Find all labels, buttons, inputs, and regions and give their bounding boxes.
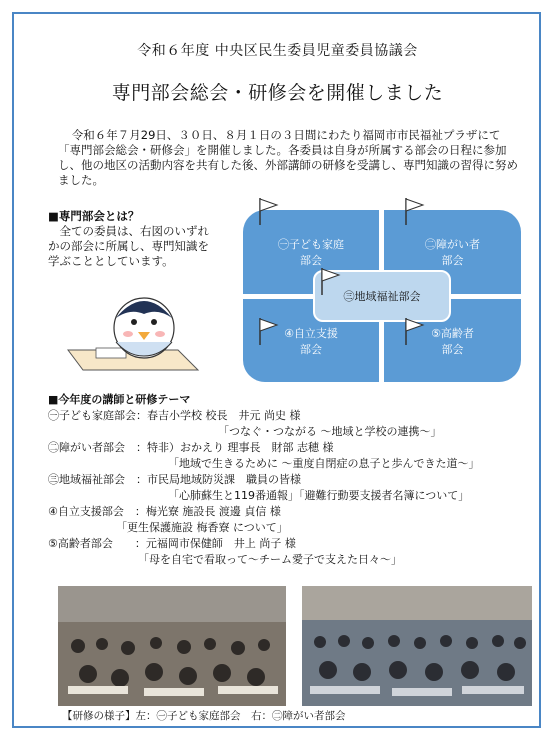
theme-sub-4: 「更生保護施設 梅香寮 について」 — [116, 521, 288, 534]
theme-row-2: ㊁障がい者部会 ：特非）おかえり 理事長 財部 志穂 様 — [48, 441, 334, 454]
photo-left — [58, 586, 286, 706]
theme-sub-1: 「つなぐ・つながる ～地域と学校の連携～」 — [218, 425, 442, 438]
quadrant-elderly-label: ⑤高齢者 — [431, 326, 474, 340]
pre-title: 令和６年度 中央区民生委員児童委員協議会 — [137, 43, 418, 59]
theme-row-4: ④自立支援部会 ：梅光寮 施設長 渡邊 貞信 様 — [48, 505, 281, 518]
themes-section — [48, 392, 518, 568]
theme-row-3: ㊂地域福祉部会 ：市民局地域防災課 職員の皆様 — [48, 473, 301, 486]
theme-row-1: ㊀子ども家庭部会：春吉小学校 校長 井元 尚史 様 — [48, 409, 301, 422]
flag-icon — [403, 316, 425, 346]
quadrant-independence-sub: 部会 — [300, 342, 322, 356]
photo-right — [302, 586, 532, 706]
flag-icon — [319, 266, 341, 296]
mascot-illustration — [58, 278, 208, 378]
committee-diagram — [243, 210, 521, 382]
quadrant-elderly-sub: 部会 — [441, 342, 464, 356]
theme-sub-5: 「母を自宅で看取って～チーム愛子で支えた日々～」 — [138, 553, 402, 566]
page-title: 専門部会総会・研修会を開催しました — [111, 82, 444, 104]
quadrant-disability-sub: 部会 — [441, 254, 464, 267]
quadrant-child-family-sub: 部会 — [300, 254, 322, 267]
theme-sub-2: 「地域で生きるために ～重度自閉症の息子と歩んできた道～」 — [168, 457, 480, 470]
intro-paragraph: 令和６年７月29日、３０日、８月１日の３日間にわたり福岡市市民福祉プラザにて「専門部会総会・研修会」を開催しました。各委員は自身が所属する部会の日程に参加し、他の地区の活動内容を共有した後、外部講師の研修を受講し、専門知識の習得に努めました。 — [58, 128, 518, 187]
quadrant-independence-label: ④自立支援 — [284, 326, 338, 340]
flag-icon — [257, 196, 279, 226]
quadrant-disability-label: ㊁障がい者 — [425, 238, 480, 251]
themes-heading: ■今年度の講師と研修テーマ — [48, 393, 191, 406]
flag-icon — [257, 316, 279, 346]
about-heading: ■専門部会とは？ — [48, 209, 140, 223]
theme-sub-3: 「心肺蘇生と119番通報」「避難行動要支援者名簿について」 — [168, 489, 470, 502]
about-text: 全ての委員は、右図のいずれかの部会に所属し、専門知識を学ぶこととしています。 — [48, 224, 209, 268]
quadrant-child-family-label: ㊀子ども家庭 — [278, 238, 344, 251]
photo-caption: 【研修の様子】左：㊀子ども家庭部会 右：㊁障がい者部会 — [62, 710, 346, 722]
flag-icon — [403, 196, 425, 226]
center-community-welfare: ㊂地域福祉部会 — [313, 270, 451, 322]
theme-row-5: ⑤高齢者部会 ：元福岡市保健師 井上 尚子 様 — [48, 537, 296, 550]
